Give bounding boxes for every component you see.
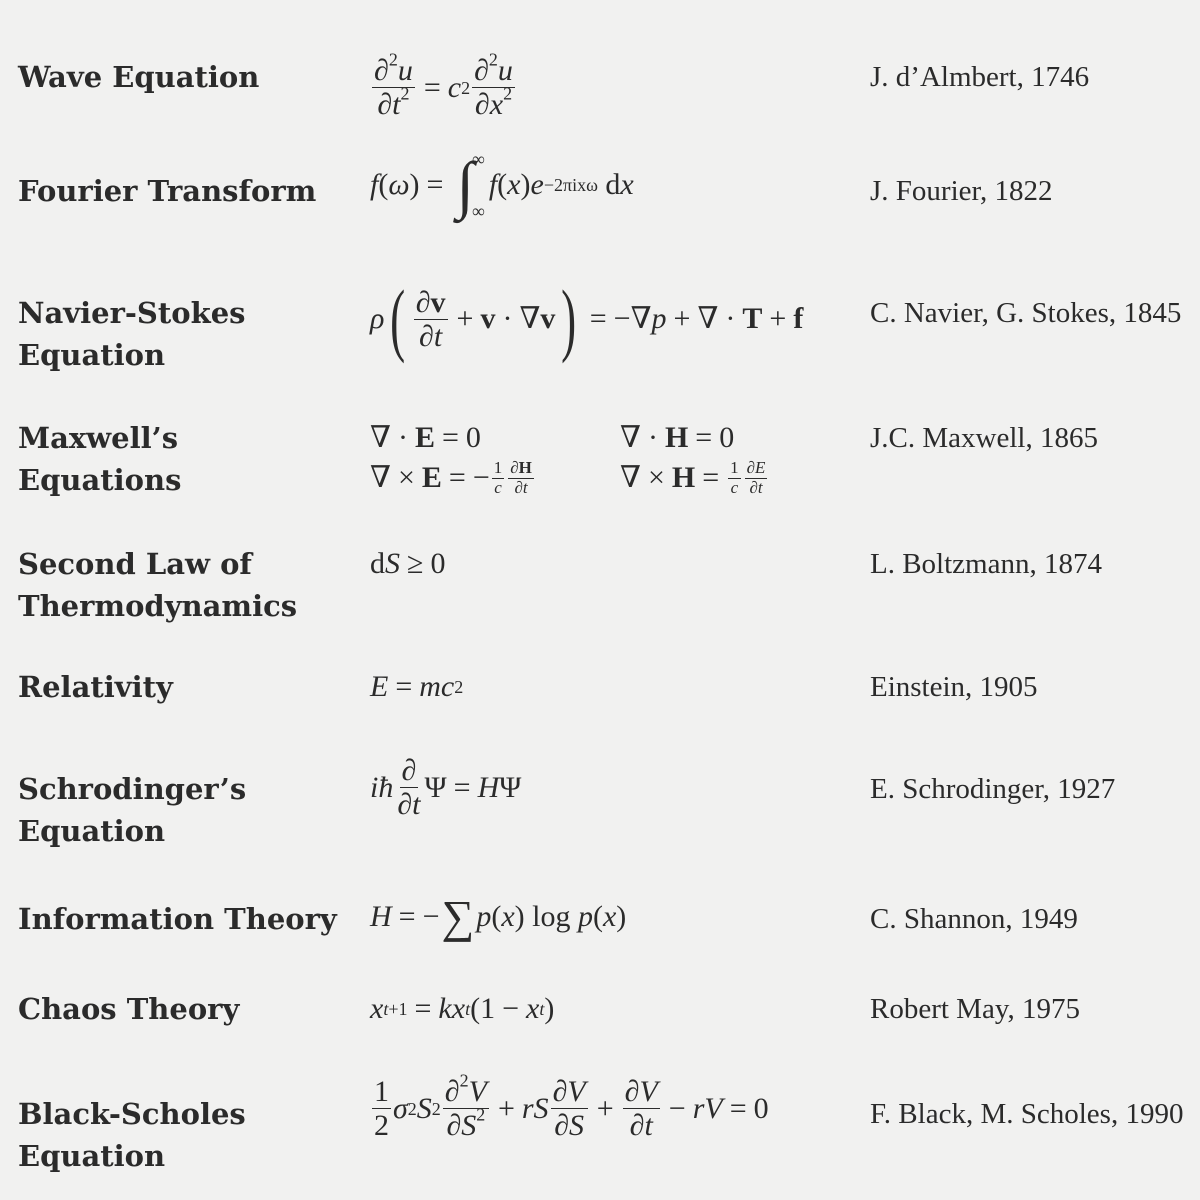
equation-author: J. d’Almbert, 1746	[870, 61, 1090, 93]
equation-name-line: Equation	[18, 814, 166, 848]
equation-author: E. Schrodinger, 1927	[870, 773, 1116, 805]
equation-name: Relativity	[18, 670, 173, 704]
equation-author: C. Shannon, 1949	[870, 903, 1078, 935]
equation-name	[18, 543, 348, 627]
equation-author: C. Navier, G. Stokes, 1845	[870, 297, 1182, 329]
equation-name-line: Schrodinger’s	[18, 772, 247, 806]
equation-name-line: Equation	[18, 338, 166, 372]
equation-name-line: Black-Scholes	[18, 1097, 246, 1131]
equation-author: J. Fourier, 1822	[870, 175, 1053, 207]
equation-name-line: Thermodynamics	[18, 589, 298, 623]
equation-author: Robert May, 1975	[870, 993, 1080, 1025]
equation-name: Information Theory	[18, 902, 337, 936]
equation-author: L. Boltzmann, 1874	[870, 548, 1102, 580]
equation-name: Wave Equation	[18, 60, 260, 94]
equation-name: Maxwell’s Equations	[18, 421, 182, 497]
equation-author: J.C. Maxwell, 1865	[870, 422, 1098, 454]
equation-name: Chaos Theory	[18, 992, 240, 1026]
schrodinger-formula: iħ $\frac{\partial}{\partial t}$ Ψ = H Ψ	[370, 754, 522, 821]
chaos-theory-formula: x t+1 = kx t (1 − x t )	[370, 992, 555, 1025]
equation-name-line: Equation	[18, 1139, 166, 1173]
fourier-transform-formula: f ( ω ) = ∫ ∞ ∞ f ( x ) e −2πixω d x	[370, 149, 634, 221]
equation-author: F. Black, M. Scholes, 1990	[870, 1098, 1184, 1130]
equation-name-line: Navier-Stokes	[18, 296, 246, 330]
second-law-formula: d S ≥ 0	[370, 547, 446, 580]
equation-name: Fourier Transform	[18, 174, 317, 208]
wave-equation-formula: $\frac{\partial^2u}{\partial t^2}$ = c 2 $\frac{\partial^2u}{\partial x^2}$	[374, 49, 513, 121]
equation-name	[18, 768, 348, 852]
maxwells-equations-formula: ∇ · E = 0 ∇ · H = 0 ∇ × E = − $\frac{1}{c}$ $\frac{\partial H}{\partial t}$ ∇ × H = $\frac{1}{c}$ $\frac{\partial E}{\partial t}$	[370, 421, 766, 497]
equation-author: Einstein, 1905	[870, 671, 1038, 703]
equation-name-line: Second Law of	[18, 547, 252, 581]
equation-name	[18, 292, 348, 376]
black-scholes-formula: $\frac{1}{2}$ σ 2 S 2 $\frac{\partial^2V}{\partial S^2}$ + rS $\frac{\partial V}{\partial S}$ + $\frac{\partial V}{\partial t}$ − rV = 0	[374, 1070, 769, 1142]
relativity-formula: E = mc 2	[370, 670, 464, 703]
equation-name	[18, 1093, 348, 1177]
information-theory-formula: H = − ∑ p ( x ) log p ( x )	[370, 891, 627, 942]
navier-stokes-formula: ρ ( $\frac{\partial v}{\partial t}$ + v · ∇ v ) = −∇ p + ∇ · T + f	[370, 273, 804, 364]
